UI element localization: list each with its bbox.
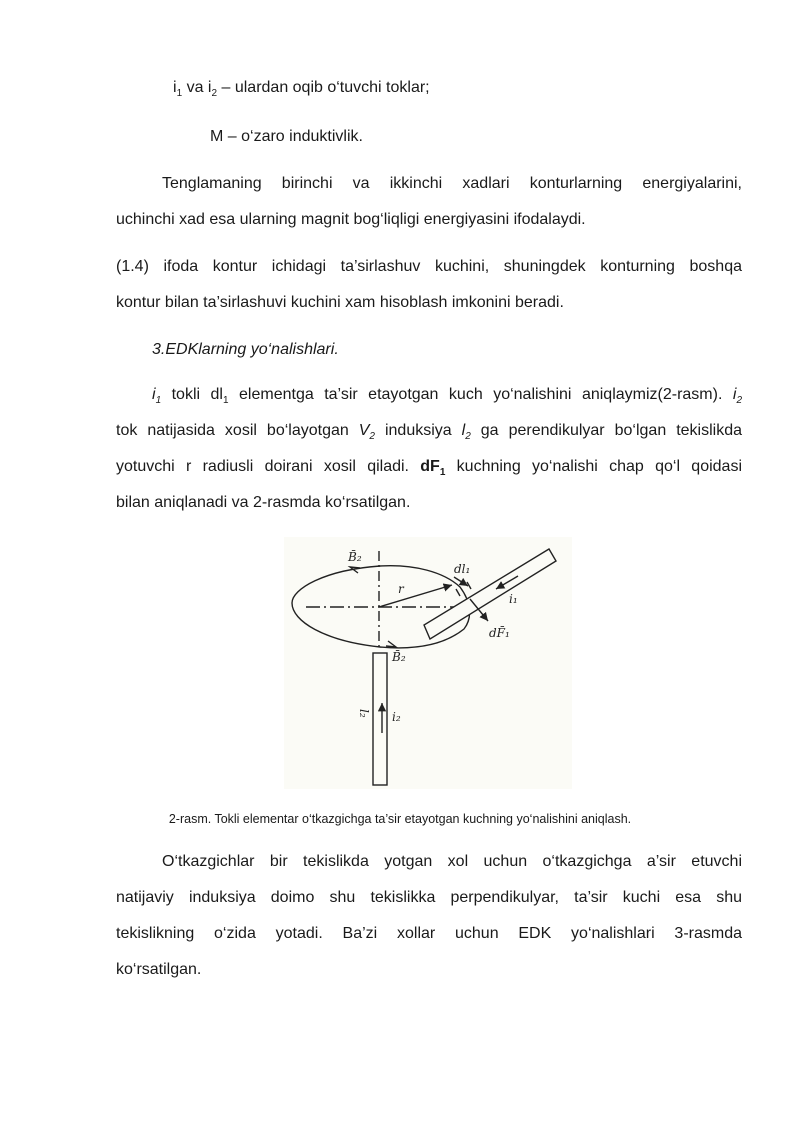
dl1-mark-a	[456, 589, 460, 596]
section-heading: 3.EDKlarning yo‘nalishlari.	[152, 341, 339, 358]
symbol-i1: i	[152, 386, 156, 403]
text: yotuvchi r radiusli doirani xosil qiladi.	[116, 458, 421, 475]
symbol-i: i	[173, 79, 177, 96]
paragraph-4-line-2: natijaviy induksiya doimo shu tekislikka perpendikulyar, ta’sir kuchi esa shu	[116, 889, 742, 906]
paragraph-1-line-2: uchinchi xad esa ularning magnit bog‘liqligi energiyasini ifodalaydi.	[116, 211, 586, 228]
label-r: r	[398, 582, 404, 596]
text: ga perendikulyar bo‘lgan tekislikda	[470, 422, 743, 439]
text: tok natijasida xosil bo‘layotgan	[116, 422, 359, 439]
figure-2	[284, 537, 572, 789]
text: elementga ta’sir etayotgan kuch yo‘nalishini aniqlaymiz(2-rasm).	[228, 386, 733, 403]
label-i2: i₂	[392, 710, 401, 724]
paragraph-2-line-1: (1.4) ifoda kontur ichidagi ta’sirlashuv kuchini, shuningdek konturning boshqa	[116, 258, 742, 275]
label-i1: i₁	[509, 592, 518, 606]
conductor-2	[373, 653, 387, 785]
text: va	[182, 79, 208, 96]
paragraph-3-line-4: bilan aniqlanadi va 2-rasmda ko‘rsatilgan.	[116, 494, 411, 511]
paragraph-1-line-1: Tenglamaning birinchi va ikkinchi xadlari konturlarning energiyalarini,	[162, 175, 742, 192]
loop-arrow-bottom	[386, 641, 396, 647]
definition-i1-i2	[173, 78, 430, 98]
subscript: 2	[369, 431, 375, 443]
paragraph-2-line-2: kontur bilan ta’sirlashuvi kuchini xam hisoblash imkonini beradi.	[116, 294, 564, 311]
subscript: 1	[176, 88, 183, 100]
symbol-i2: i	[732, 386, 737, 403]
text: – ulardan oqib o‘tuvchi toklar;	[217, 79, 430, 96]
symbol-l2: l	[461, 422, 466, 439]
figure-caption: 2-rasm. Tokli elementar o‘tkazgichga ta’sir etayotgan kuchning yo‘nalishini aniqlash.	[168, 812, 632, 826]
label-dl1: dl₁	[454, 562, 471, 576]
subscript: 2	[465, 431, 471, 443]
symbol-v2: V	[358, 422, 370, 439]
label-l2: l₂	[357, 709, 371, 718]
paragraph-4-line-1: O‘tkazgichlar bir tekislikda yotgan xol uchun o‘tkazgichga a’sir etuvchi	[162, 853, 742, 870]
subscript: 1	[155, 395, 162, 407]
subscript: 1	[222, 395, 229, 407]
paragraph-3-line-2	[116, 413, 742, 449]
radius-line	[379, 585, 452, 607]
symbol-df1: dF	[420, 458, 440, 475]
symbol-i: i	[207, 79, 212, 96]
label-b2-top: B̄₂	[348, 550, 362, 564]
label-b2-bottom: B̄₂	[392, 650, 406, 664]
dl1-arrow	[454, 577, 468, 586]
paragraph-4-line-3: tekislikning o‘zida yotadi. Ba’zi xollar uchun EDK yo‘nalishlari 3-rasmda	[116, 925, 742, 942]
text: tokli dl	[161, 386, 223, 403]
text: induksiya	[374, 422, 462, 439]
paragraph-3-line-3	[116, 449, 742, 485]
label-df1: dF̄₁	[489, 626, 510, 640]
subscript: 2	[736, 395, 743, 407]
definition-m: M – o‘zaro induktivlik.	[210, 128, 363, 145]
paragraph-4-line-4: ko‘rsatilgan.	[116, 961, 202, 978]
paragraph-3-line-1	[116, 377, 742, 413]
subscript: 2	[211, 88, 218, 100]
text: kuchning yo‘nalishi chap qo‘l qoidasi	[445, 458, 742, 475]
figure-2-diagram	[284, 537, 572, 789]
subscript: 1	[439, 467, 446, 479]
